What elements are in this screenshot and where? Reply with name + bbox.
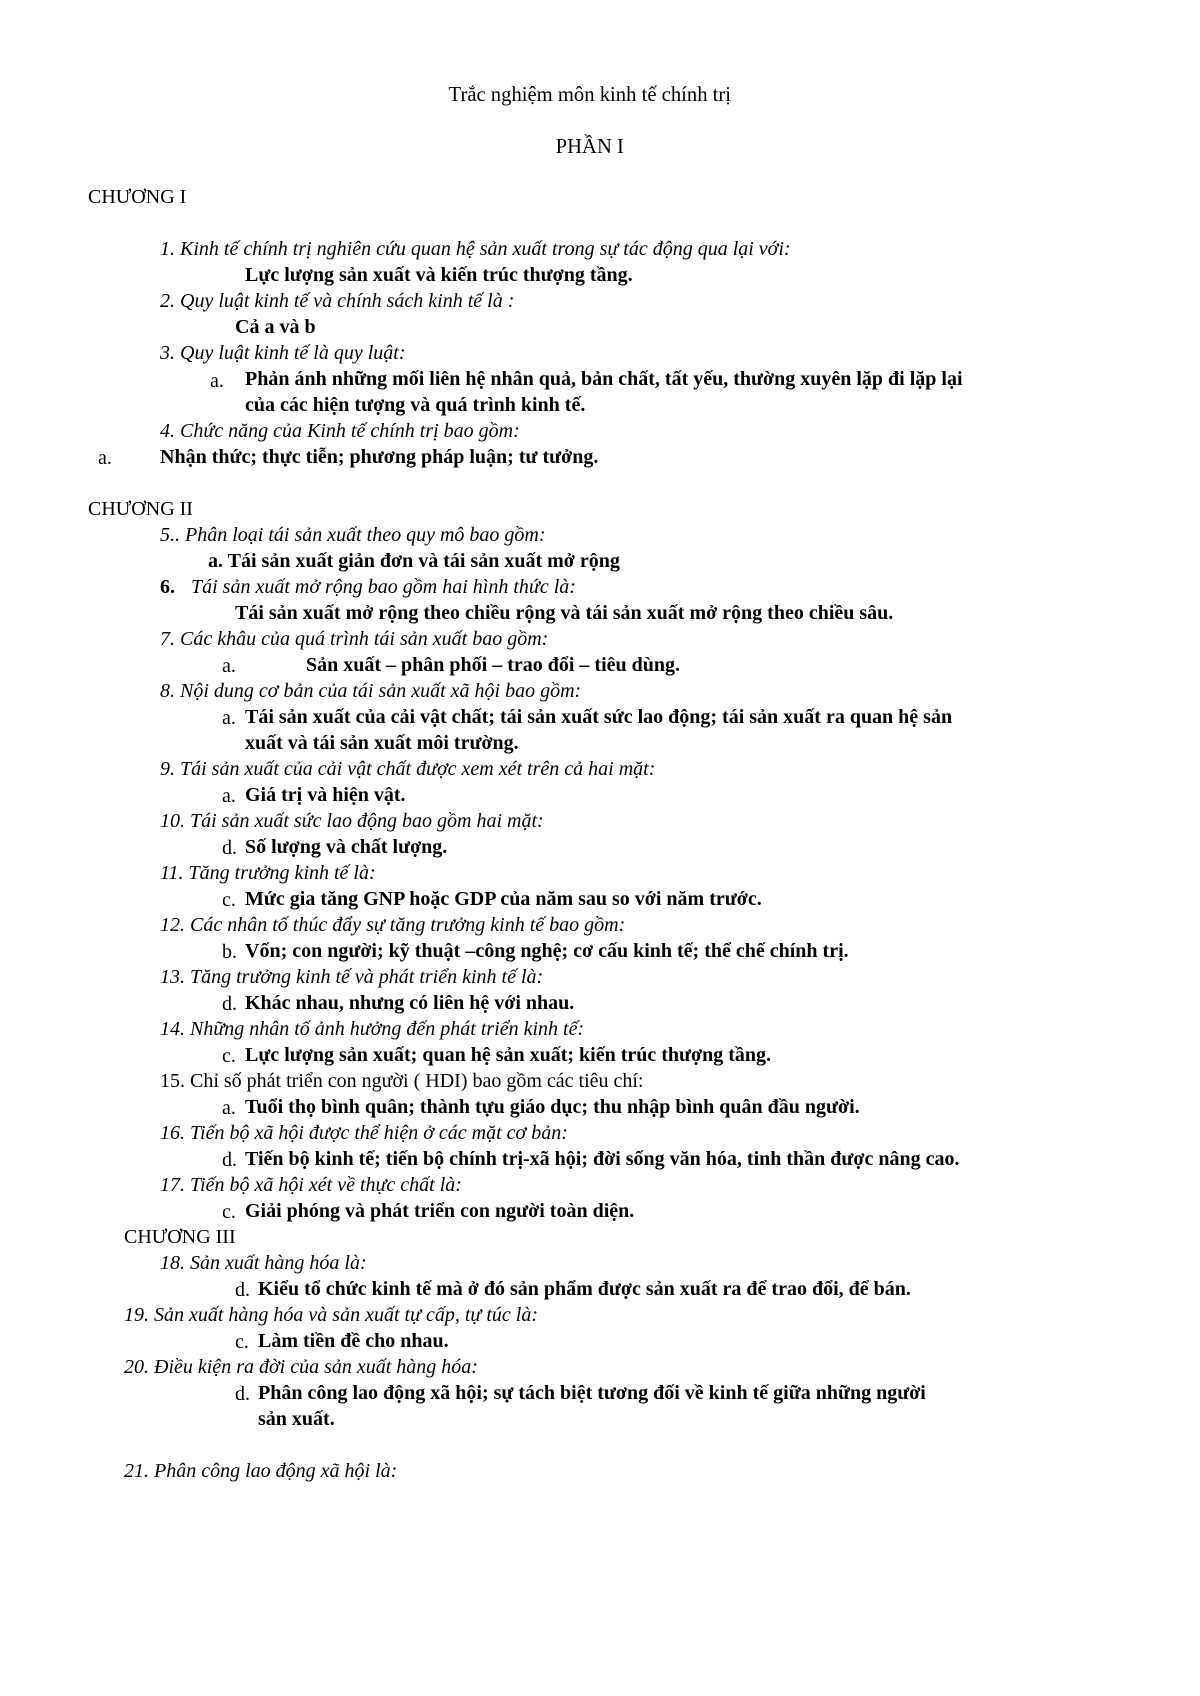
question-3: 3. Quy luật kinh tế là quy luật: [160, 342, 406, 364]
question-11: 11. Tăng trưởng kinh tế là: [160, 862, 376, 884]
question-8: 8. Nội dung cơ bản của tái sản xuất xã hội bao gồm: [160, 680, 582, 702]
answer-15: Tuổi thọ bình quân; thành tựu giáo dục; thu nhập bình quân đầu người. [245, 1096, 860, 1118]
question-6-number: 6. [160, 576, 175, 598]
answer-18-label: d. [235, 1279, 250, 1301]
answer-10-label: d. [222, 837, 237, 859]
answer-18: Kiểu tổ chức kinh tế mà ở đó sản phẩm được sản xuất ra để trao đổi, để bán. [258, 1278, 911, 1300]
answer-17-label: c. [222, 1201, 236, 1223]
question-20: 20. Điều kiện ra đời của sản xuất hàng hóa: [124, 1356, 478, 1378]
answer-20-line1: Phân công lao động xã hội; sự tách biệt tương đối về kinh tế giữa những người [258, 1382, 926, 1404]
answer-11: Mức gia tăng GNP hoặc GDP của năm sau so với năm trước. [245, 888, 762, 910]
answer-9-label: a. [222, 785, 236, 807]
answer-8-label: a. [222, 707, 236, 729]
question-14: 14. Những nhân tố ảnh hưởng đến phát triển kinh tế: [160, 1018, 585, 1040]
answer-7: Sản xuất – phân phối – trao đổi – tiêu dùng. [306, 654, 681, 676]
answer-4: Nhận thức; thực tiễn; phương pháp luận; tư tưởng. [160, 446, 599, 468]
answer-17: Giải phóng và phát triển con người toàn diện. [245, 1200, 635, 1222]
question-6: Tái sản xuất mở rộng bao gồm hai hình thức là: [191, 576, 576, 598]
question-12: 12. Các nhân tố thúc đẩy sự tăng trưởng kinh tế bao gồm: [160, 914, 626, 936]
answer-12-label: b. [222, 941, 237, 963]
question-1: 1. Kinh tế chính trị nghiên cứu quan hệ sản xuất trong sự tác động qua lại với: [160, 238, 791, 260]
question-21: 21. Phân công lao động xã hội là: [124, 1460, 398, 1482]
answer-19-label: c. [235, 1331, 249, 1353]
answer-3-line2: của các hiện tượng và quá trình kinh tế. [245, 394, 586, 416]
question-15: 15. Chỉ số phát triển con người ( HDI) bao gồm các tiêu chí: [160, 1070, 644, 1092]
answer-13: Khác nhau, nhưng có liên hệ với nhau. [245, 992, 575, 1014]
answer-11-label: c. [222, 889, 236, 911]
question-18: 18. Sản xuất hàng hóa là: [160, 1252, 367, 1274]
question-19: 19. Sản xuất hàng hóa và sản xuất tự cấp, tự túc là: [124, 1304, 538, 1326]
question-2: 2. Quy luật kinh tế và chính sách kinh tế là : [160, 290, 515, 312]
answer-4-label: a. [98, 447, 112, 469]
answer-14-label: c. [222, 1045, 236, 1067]
answer-9: Giá trị và hiện vật. [245, 784, 406, 806]
question-5: 5.. Phân loại tái sản xuất theo quy mô bao gồm: [160, 524, 546, 546]
question-17: 17. Tiến bộ xã hội xét về thực chất là: [160, 1174, 462, 1196]
question-4: 4. Chức năng của Kinh tế chính trị bao gồm: [160, 420, 520, 442]
answer-8-line2: xuất và tái sản xuất môi trường. [245, 732, 519, 754]
answer-20-line2: sản xuất. [258, 1408, 335, 1430]
answer-10: Số lượng và chất lượng. [245, 836, 448, 858]
answer-5: a. Tái sản xuất giản đơn và tái sản xuất mở rộng [208, 550, 620, 572]
chapter-heading: CHƯƠNG II [88, 498, 193, 520]
answer-19: Làm tiền đề cho nhau. [258, 1330, 449, 1352]
answer-3-label: a. [210, 370, 224, 392]
answer-8-line1: Tái sản xuất của cải vật chất; tái sản xuất sức lao động; tái sản xuất ra quan hệ sản [245, 706, 953, 728]
answer-15-label: a. [222, 1097, 236, 1119]
question-7: 7. Các khâu của quá trình tái sản xuất bao gồm: [160, 628, 549, 650]
answer-12: Vốn; con người; kỹ thuật –công nghệ; cơ cấu kinh tế; thể chế chính trị. [245, 940, 849, 962]
answer-16: Tiến bộ kinh tế; tiến bộ chính trị-xã hội; đời sống văn hóa, tinh thần được nâng cao. [245, 1148, 960, 1170]
chapter-heading: CHƯƠNG III [124, 1226, 236, 1248]
answer-6: Tái sản xuất mở rộng theo chiều rộng và tái sản xuất mở rộng theo chiều sâu. [235, 602, 894, 624]
part-heading: PHẦN I [555, 134, 624, 158]
document-title: Trắc nghiệm môn kinh tế chính trị [448, 82, 732, 106]
answer-1: Lực lượng sản xuất và kiến trúc thượng tầng. [245, 264, 633, 286]
question-9: 9. Tái sản xuất của cải vật chất được xem xét trên cả hai mặt: [160, 758, 656, 780]
answer-7-label: a. [222, 655, 236, 677]
answer-16-label: d. [222, 1149, 237, 1171]
question-16: 16. Tiến bộ xã hội được thể hiện ở các mặt cơ bản: [160, 1122, 568, 1144]
answer-14: Lực lượng sản xuất; quan hệ sản xuất; kiến trúc thượng tầng. [245, 1044, 772, 1066]
answer-3-line1: Phản ánh những mối liên hệ nhân quả, bản chất, tất yếu, thường xuyên lặp đi lặp lại [245, 368, 963, 390]
answer-2: Cả a và b [235, 316, 316, 338]
question-10: 10. Tái sản xuất sức lao động bao gồm hai mặt: [160, 810, 544, 832]
answer-13-label: d. [222, 993, 237, 1015]
question-13: 13. Tăng trưởng kinh tế và phát triển kinh tế là: [160, 966, 544, 988]
answer-20-label: d. [235, 1383, 250, 1405]
chapter-heading: CHƯƠNG I [88, 186, 187, 208]
